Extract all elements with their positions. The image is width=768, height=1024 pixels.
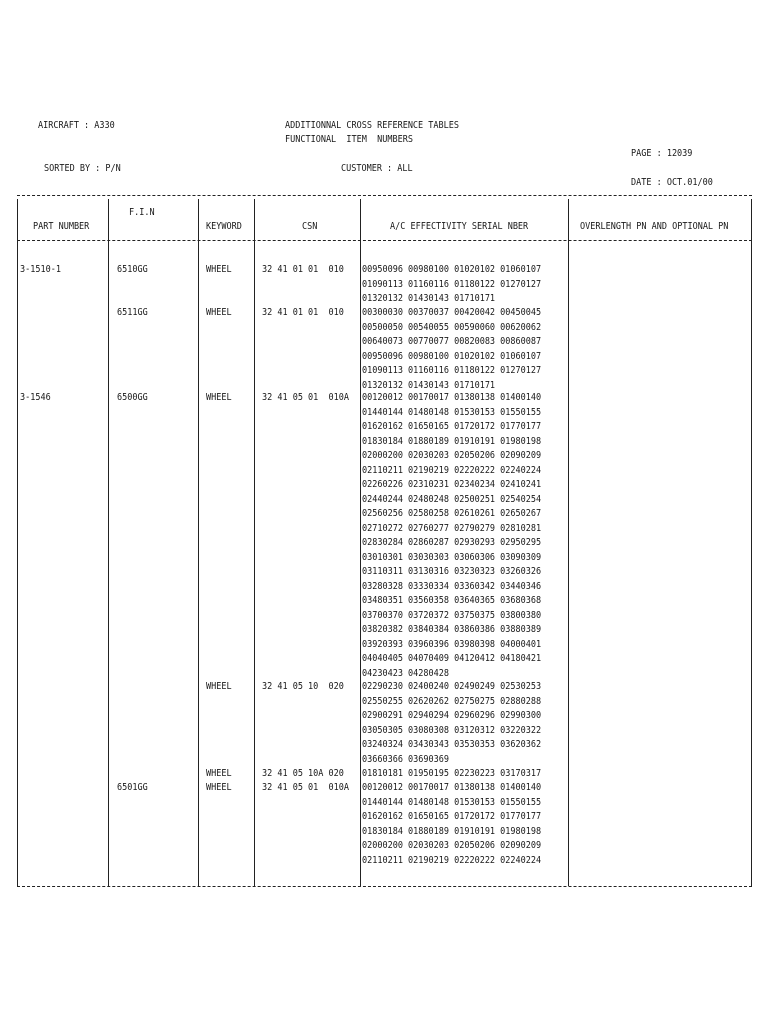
- csn-cell: 32 41 01 01 010: [262, 264, 344, 275]
- csn-cell: 32 41 05 01 010A: [262, 782, 350, 793]
- col-header-keyword: KEYWORD: [206, 221, 242, 232]
- report-title: ADDITIONNAL CROSS REFERENCE TABLES: [285, 120, 459, 131]
- serial-row: 00300030 00370037 00420042 00450045: [362, 307, 542, 318]
- serial-row: 03010301 03030303 03060306 03090309: [362, 551, 542, 563]
- serial-row: 00640073 00770077 00820083 00860087: [362, 336, 542, 347]
- serial-row: 03480351 03560358 03640365 03680368: [362, 595, 542, 606]
- serial-row: 02110211 02190219 02220222 02240224: [362, 854, 542, 866]
- serial-row: 00950096 00980100 01020102 01060107: [362, 264, 542, 275]
- serial-row: 02290230 02400240 02490249 02530253: [362, 681, 542, 692]
- serial-row: 02440244 02480248 02500251 02540254: [362, 493, 542, 505]
- serial-row: 00950096 00980100 01020102 01060107: [362, 350, 542, 362]
- csn-cell: 32 41 05 01 010A: [262, 392, 350, 403]
- serial-row: 03240324 03430343 03530353 03620362: [362, 739, 542, 750]
- customer-label: CUSTOMER : ALL: [341, 163, 413, 174]
- serial-row: 02000200 02030203 02050206 02090209: [362, 450, 542, 461]
- table-bottom-rule: [17, 886, 752, 887]
- serial-row: 03660366 03690369: [362, 753, 450, 765]
- col-header-effectivity: A/C EFFECTIVITY SERIAL NBER: [390, 221, 529, 232]
- serial-row: 04040405 04070409 04120412 04180421: [362, 653, 542, 664]
- serial-row: 00500050 00540055 00590060 00620062: [362, 321, 542, 333]
- keyword-cell: WHEEL: [206, 768, 232, 779]
- serial-row: 02000200 02030203 02050206 02090209: [362, 840, 542, 851]
- col-divider-fin: [108, 199, 109, 886]
- serial-row: 00120012 00170017 01380138 01400140: [362, 392, 542, 403]
- keyword-cell: WHEEL: [206, 307, 232, 318]
- keyword-cell: WHEEL: [206, 264, 232, 275]
- serial-row: 03820382 03840384 03860386 03880389: [362, 624, 542, 635]
- serial-row: 01090113 01160116 01180122 01270127: [362, 278, 542, 290]
- col-divider-left: [17, 199, 18, 886]
- page-number: PAGE : 12039: [631, 148, 693, 159]
- serial-list: [362, 767, 541, 782]
- col-header-part-number: PART NUMBER: [33, 221, 90, 232]
- serial-list: [362, 781, 541, 868]
- serial-row: 02550255 02620262 02750275 02880288: [362, 695, 542, 707]
- keyword-cell: WHEEL: [206, 782, 232, 793]
- aircraft-label: AIRCRAFT : A330: [38, 120, 115, 131]
- col-divider-csn: [254, 199, 255, 886]
- serial-list: [362, 391, 541, 681]
- serial-row: 04230423 04280428: [362, 667, 450, 679]
- serial-row: 01440144 01480148 01530153 01550155: [362, 406, 542, 418]
- serial-list: [362, 680, 541, 767]
- serial-row: 01830184 01880189 01910191 01980198: [362, 825, 542, 837]
- fin-cell: 6500GG: [117, 392, 148, 403]
- serial-row: 01830184 01880189 01910191 01980198: [362, 435, 542, 447]
- serial-list: [362, 306, 541, 393]
- serial-row: 01090113 01160116 01180122 01270127: [362, 365, 542, 376]
- serial-row: 00120012 00170017 01380138 01400140: [362, 782, 542, 793]
- serial-row: 01810181 01950195 02230223 03170317: [362, 768, 542, 779]
- serial-row: 02110211 02190219 02220222 02240224: [362, 464, 542, 476]
- col-header-csn: CSN: [302, 221, 318, 232]
- serial-row: 03280328 03330334 03360342 03440346: [362, 580, 542, 592]
- report-subtitle: FUNCTIONAL ITEM NUMBERS: [285, 134, 413, 145]
- csn-cell: 32 41 05 10A 020: [262, 768, 344, 779]
- csn-cell: 32 41 01 01 010: [262, 307, 344, 318]
- serial-list: [362, 263, 541, 307]
- fin-cell: 6510GG: [117, 264, 148, 275]
- col-header-overlength: OVERLENGTH PN AND OPTIONAL PN: [580, 221, 729, 232]
- col-divider-right: [751, 199, 752, 886]
- col-divider-keyword: [198, 199, 199, 886]
- serial-row: 01320132 01430143 01710171: [362, 293, 496, 304]
- serial-row: 01440144 01480148 01530153 01550155: [362, 796, 542, 808]
- serial-row: 01620162 01650165 01720172 01770177: [362, 811, 542, 822]
- csn-cell: 32 41 05 10 020: [262, 681, 344, 692]
- header-bottom-rule: [17, 240, 752, 241]
- serial-row: 01320132 01430143 01710171: [362, 379, 496, 391]
- serial-row: 02560256 02580258 02610261 02650267: [362, 508, 542, 519]
- serial-row: 02260226 02310231 02340234 02410241: [362, 479, 542, 490]
- fin-cell: 6511GG: [117, 307, 148, 318]
- fin-cell: 6501GG: [117, 782, 148, 793]
- sorted-by: SORTED BY : P/N: [44, 163, 121, 174]
- part-number-cell: 3-1546: [20, 392, 51, 403]
- keyword-cell: WHEEL: [206, 392, 232, 403]
- serial-row: 02710272 02760277 02790279 02810281: [362, 522, 542, 534]
- table-top-rule: [17, 195, 752, 196]
- keyword-cell: WHEEL: [206, 681, 232, 692]
- col-header-fin: F.I.N: [129, 207, 155, 218]
- serial-row: 01620162 01650165 01720172 01770177: [362, 421, 542, 432]
- col-divider-overlength: [568, 199, 569, 886]
- part-number-cell: 3-1510-1: [20, 264, 61, 275]
- col-divider-effectivity: [360, 199, 361, 886]
- serial-row: 03050305 03080308 03120312 03220322: [362, 724, 542, 736]
- serial-row: 02900291 02940294 02960296 02990300: [362, 710, 542, 721]
- serial-row: 02830284 02860287 02930293 02950295: [362, 537, 542, 548]
- serial-row: 03110311 03130316 03230323 03260326: [362, 566, 542, 577]
- serial-row: 03700370 03720372 03750375 03800380: [362, 609, 542, 621]
- serial-row: 03920393 03960396 03980398 04000401: [362, 638, 542, 650]
- report-date: DATE : OCT.01/00: [631, 177, 713, 188]
